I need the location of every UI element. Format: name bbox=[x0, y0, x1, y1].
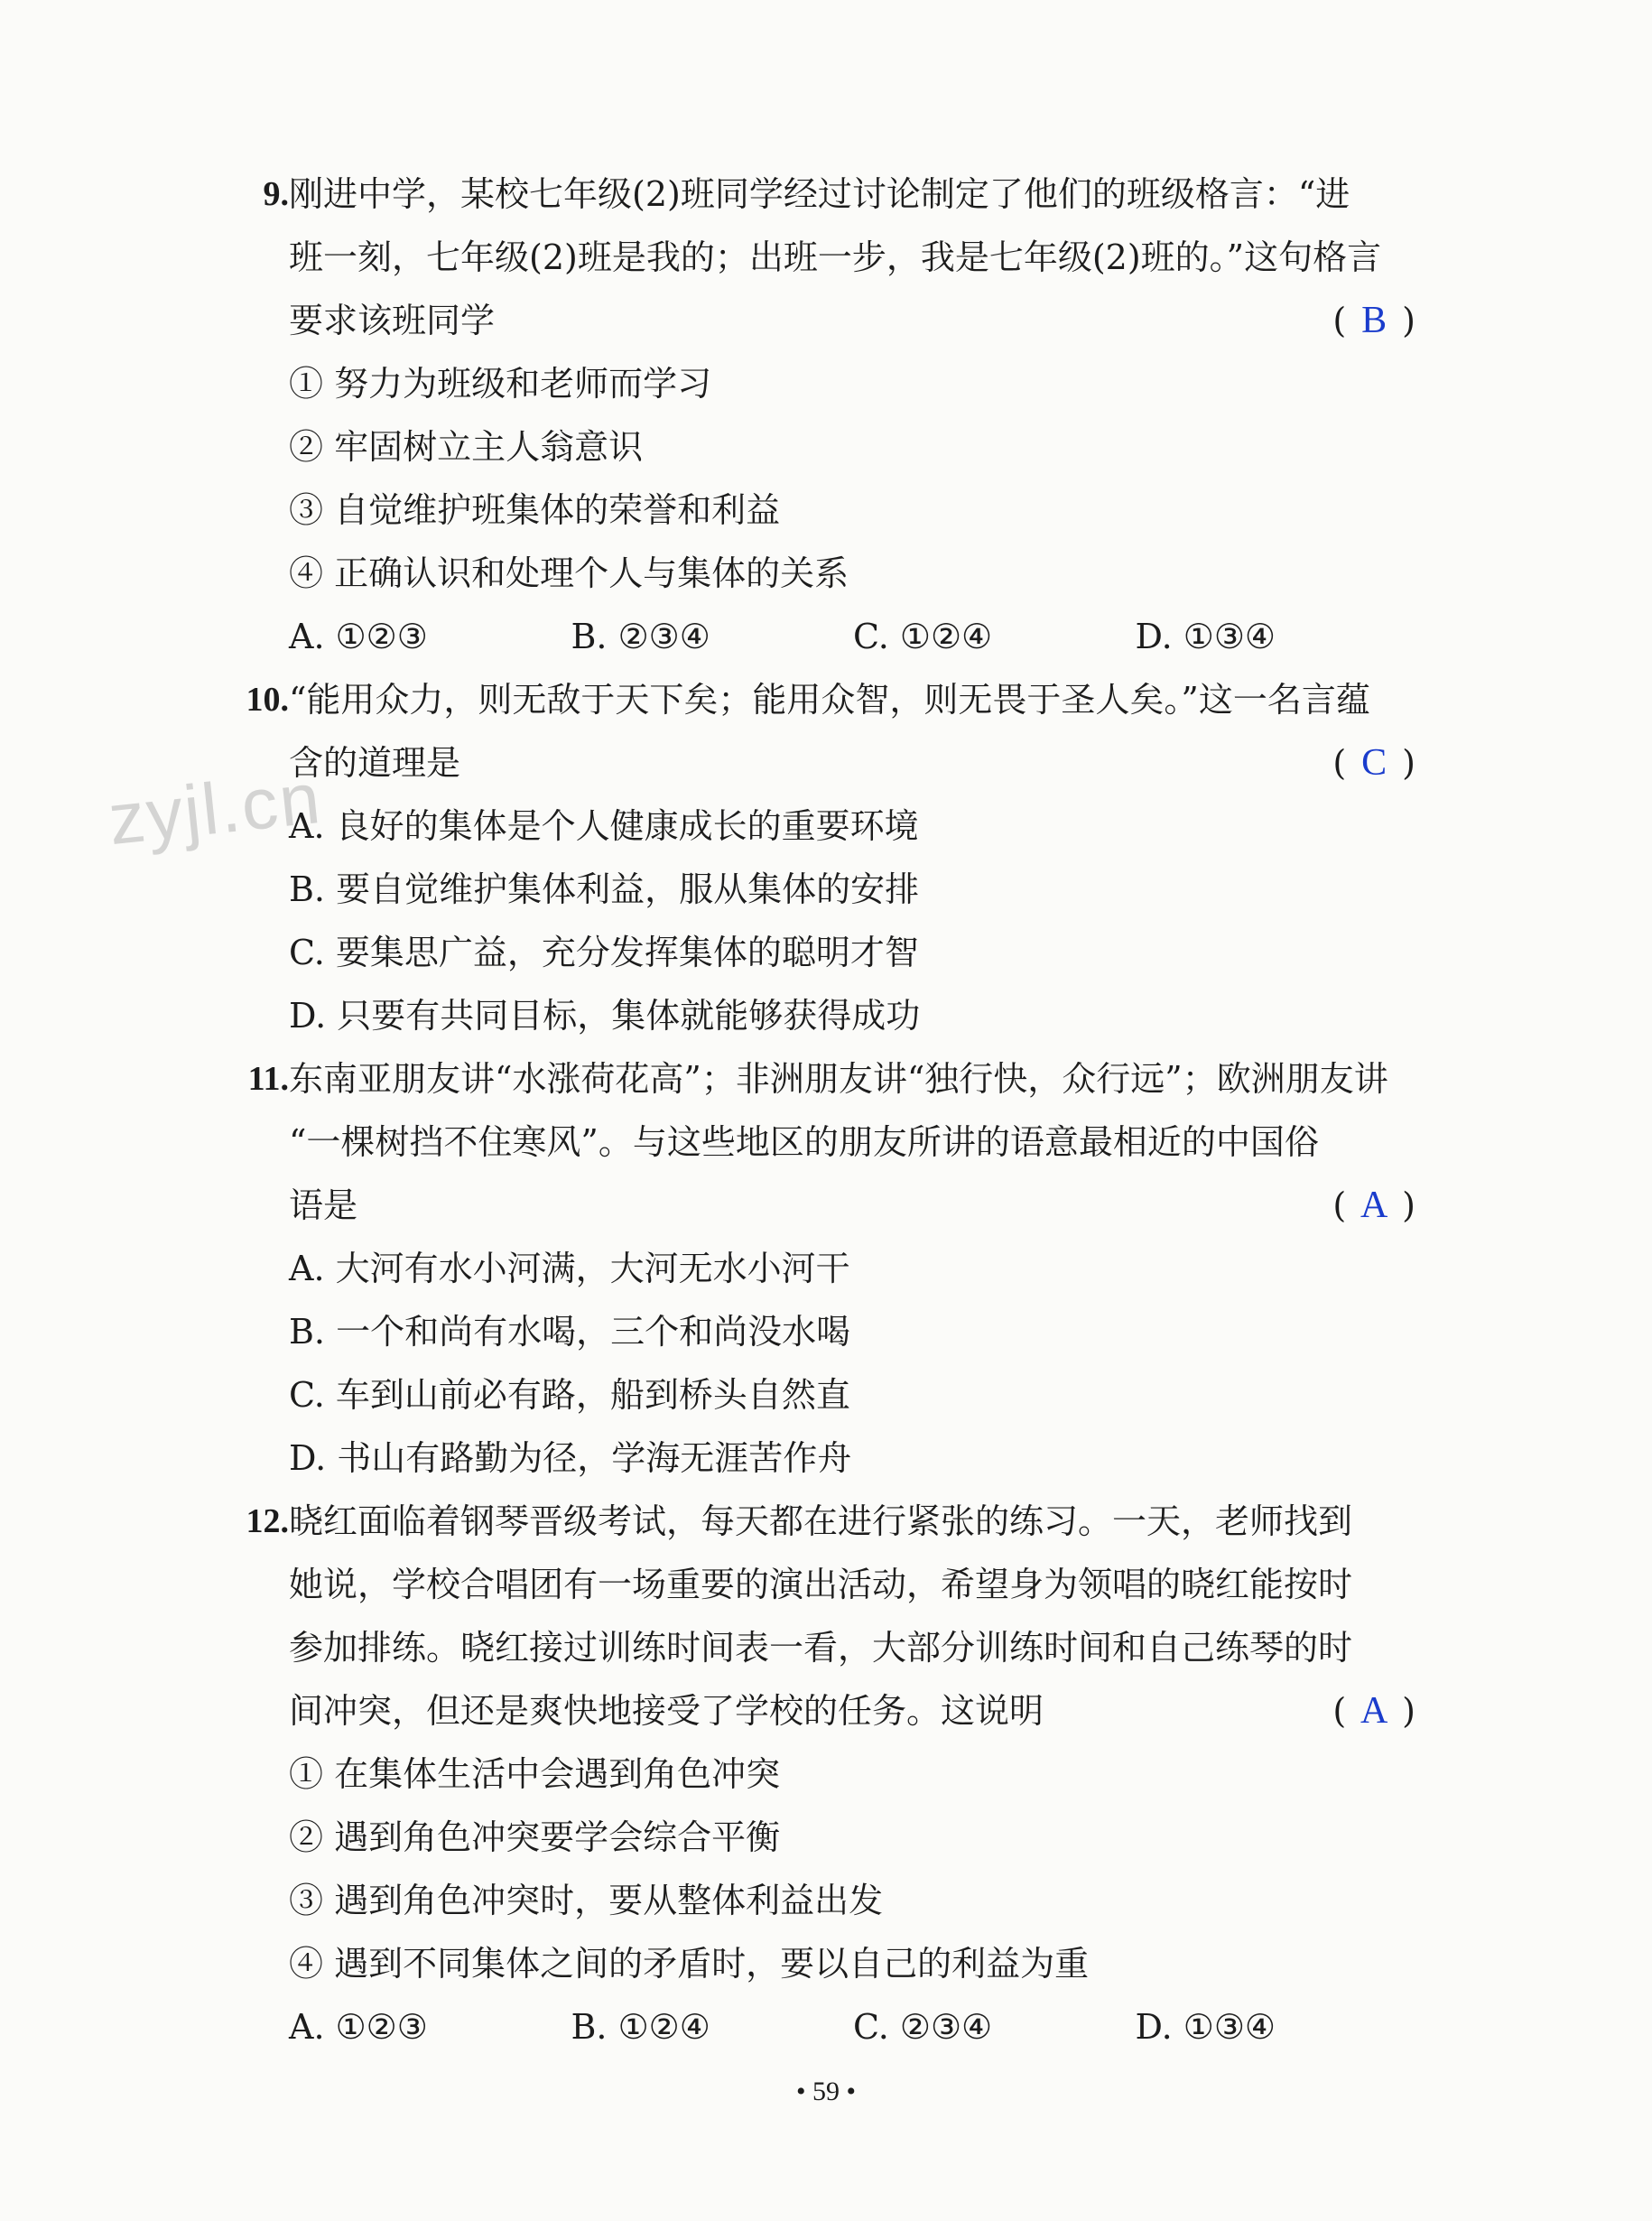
question-stem-line: 语是 bbox=[289, 1185, 358, 1225]
question-9 bbox=[217, 163, 1417, 668]
page-number: • 59 • bbox=[795, 2077, 856, 2106]
option-a: A. 良好的集体是个人健康成长的重要环境 bbox=[289, 806, 919, 846]
option-c: C. 要集思广益，充分发挥集体的聪明才智 bbox=[289, 933, 919, 972]
option-b: B. 一个和尚有水喝，三个和尚没水喝 bbox=[289, 1312, 851, 1352]
question-number: 12. bbox=[246, 1502, 289, 1540]
watermark: zyjl.cn bbox=[104, 757, 326, 860]
question-10 bbox=[217, 668, 1417, 1047]
statement: ① 努力为班级和老师而学习 bbox=[289, 364, 712, 404]
question-stem-line: 间冲突，但还是爽快地接受了学校的任务。这说明 bbox=[289, 1691, 1044, 1731]
statement: ④ 遇到不同集体之间的矛盾时，要以自己的利益为重 bbox=[289, 1944, 1090, 1984]
question-stem-line: 刚进中学，某校七年级(2)班同学经过讨论制定了他们的班级格言：“进 bbox=[289, 174, 1350, 214]
statement: ② 牢固树立主人翁意识 bbox=[289, 427, 644, 467]
question-stem-line: “能用众力，则无敌于天下矣；能用众智，则无畏于圣人矣。”这一名言蕴 bbox=[289, 680, 1370, 720]
question-stem-line: 要求该班同学 bbox=[289, 301, 496, 340]
question-11 bbox=[217, 1047, 1417, 1490]
question-number: 10. bbox=[246, 681, 289, 719]
statement: ④ 正确认识和处理个人与集体的关系 bbox=[289, 553, 849, 593]
question-stem-line: “一棵树挡不住寒风”。与这些地区的朋友所讲的语意最相近的中国俗 bbox=[289, 1122, 1319, 1162]
question-number: 9. bbox=[263, 175, 289, 213]
question-stem-line: 她说，学校合唱团有一场重要的演出活动，希望身为领唱的晓红能按时 bbox=[289, 1565, 1353, 1604]
option-d: D. 书山有路勤为径，学海无涯苦作舟 bbox=[289, 1438, 852, 1478]
answer-letter: B bbox=[1361, 300, 1389, 341]
choice-row bbox=[217, 1995, 1417, 2058]
answer-letter: A bbox=[1360, 1185, 1390, 1226]
option-b: B. 要自觉维护集体利益，服从集体的安排 bbox=[289, 869, 920, 909]
choice-a: A. ①②③ bbox=[289, 2007, 428, 2047]
answer-letter: A bbox=[1360, 1690, 1390, 1732]
answer-bracket: ( A ) bbox=[1332, 1174, 1417, 1237]
choice-c: C. ①②④ bbox=[853, 617, 993, 656]
statement: ③ 自觉维护班集体的荣誉和利益 bbox=[289, 490, 781, 530]
choice-b: B. ①②④ bbox=[571, 2007, 710, 2047]
statement: ① 在集体生活中会遇到角色冲突 bbox=[289, 1754, 781, 1794]
question-stem-line: 晓红面临着钢琴晋级考试，每天都在进行紧张的练习。一天，老师找到 bbox=[289, 1501, 1353, 1541]
choice-d: D. ①③④ bbox=[1135, 2007, 1276, 2047]
option-c: C. 车到山前必有路，船到桥头自然直 bbox=[289, 1375, 850, 1415]
option-d: D. 只要有共同目标，集体就能够获得成功 bbox=[289, 996, 921, 1036]
choice-d: D. ①③④ bbox=[1135, 617, 1276, 656]
choice-b: B. ②③④ bbox=[571, 617, 710, 656]
question-number: 11. bbox=[247, 1060, 289, 1098]
choice-c: C. ②③④ bbox=[853, 2007, 993, 2047]
choice-a: A. ①②③ bbox=[289, 617, 428, 656]
answer-bracket: ( B ) bbox=[1332, 289, 1417, 352]
question-stem-line: 含的道理是 bbox=[289, 743, 461, 783]
answer-bracket: ( C ) bbox=[1332, 731, 1417, 795]
question-stem-line: 班一刻，七年级(2)班是我的；出班一步，我是七年级(2)班的。”这句格言 bbox=[289, 237, 1382, 277]
statement: ② 遇到角色冲突要学会综合平衡 bbox=[289, 1817, 781, 1857]
question-stem-line: 参加排练。晓红接过训练时间表一看，大部分训练时间和自己练琴的时 bbox=[289, 1628, 1353, 1668]
answer-letter: C bbox=[1361, 742, 1389, 784]
option-a: A. 大河有水小河满，大河无水小河干 bbox=[289, 1249, 850, 1288]
answer-bracket: ( A ) bbox=[1332, 1679, 1417, 1742]
choice-row bbox=[217, 605, 1417, 668]
question-stem-line: 东南亚朋友讲“水涨荷花高”；非洲朋友讲“独行快，众行远”；欧洲朋友讲 bbox=[289, 1059, 1388, 1099]
question-12 bbox=[217, 1490, 1417, 2058]
statement: ③ 遇到角色冲突时，要从整体利益出发 bbox=[289, 1881, 884, 1920]
